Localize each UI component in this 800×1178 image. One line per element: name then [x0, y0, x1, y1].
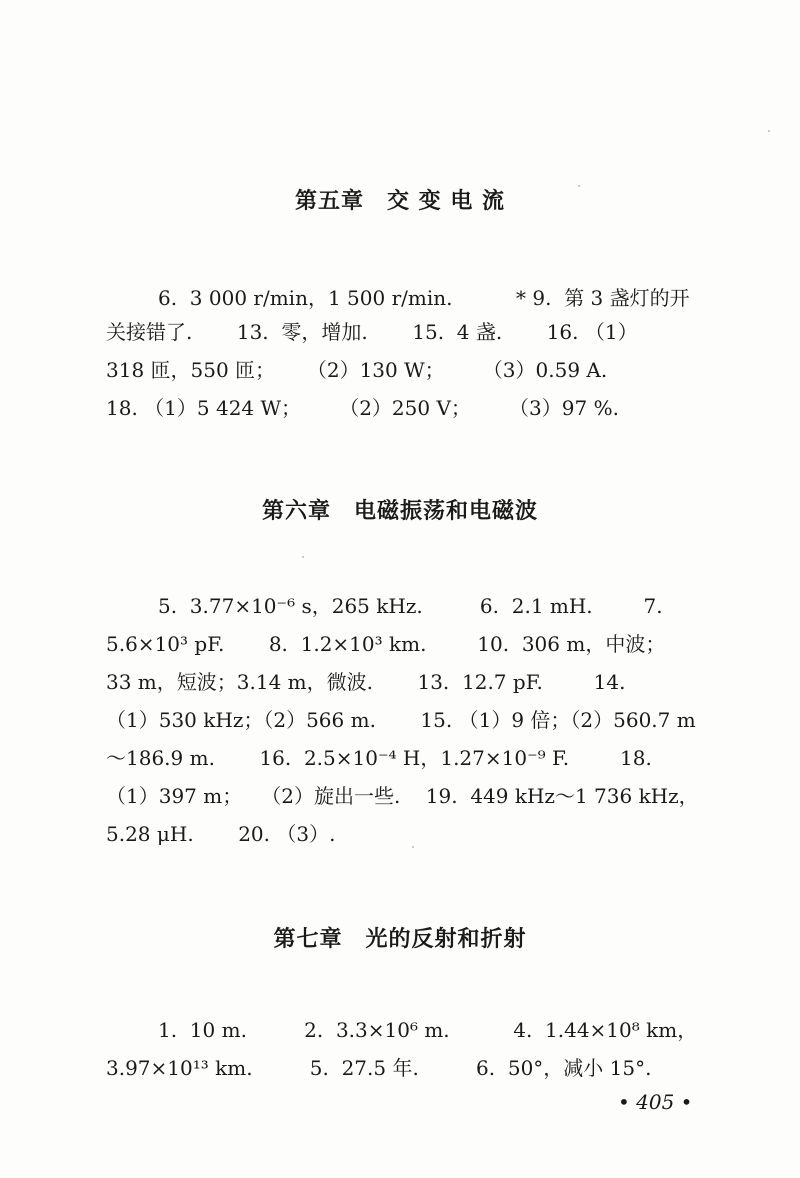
- chapter-6-line-2: 5.6×10³ pF. 8. 1.2×10³ km. 10. 306 m，中波；: [106, 632, 666, 656]
- chapter-6-line-4: （1）530 kHz；（2）566 m. 15. （1）9 倍；（2）560.7 m: [106, 708, 696, 732]
- scan-speck: [302, 556, 304, 558]
- chapter-7-title: 第七章 光的反射和折射: [273, 927, 527, 952]
- chapter-6-line-3: 33 m，短波；3.14 m，微波. 13. 12.7 pF. 14.: [106, 670, 626, 694]
- chapter-7-line-2: 3.97×10¹³ km. 5. 27.5 年. 6. 50°，减小 15°.: [106, 1056, 652, 1080]
- chapter-5-line-4: 18. （1）5 424 W； （2）250 V； （3）97 %.: [106, 396, 619, 420]
- chapter-5-line-3: 318 匝，550 匝； （2）130 W； （3）0.59 A.: [106, 358, 608, 382]
- chapter-6-line-1: 5. 3.77×10⁻⁶ s，265 kHz. 6. 2.1 mH. 7.: [158, 594, 663, 618]
- chapter-6-line-7: 5.28 μH. 20. （3）.: [106, 822, 336, 846]
- scan-speck: [578, 185, 580, 187]
- chapter-5-title: 第五章 交 变 电 流: [295, 189, 505, 214]
- chapter-6-line-5: ～186.9 m. 16. 2.5×10⁻⁴ H，1.27×10⁻⁹ F. 18.: [106, 746, 652, 770]
- chapter-7-line-1: 1. 10 m. 2. 3.3×10⁶ m. 4. 1.44×10⁸ km，: [158, 1018, 698, 1042]
- chapter-6-title: 第六章 电磁振荡和电磁波: [261, 499, 538, 524]
- scan-speck: [768, 130, 770, 132]
- scan-speck: [412, 846, 414, 848]
- chapter-5-line-1: 6. 3 000 r/min，1 500 r/min. * 9. 第 3 盏灯的开: [158, 286, 690, 310]
- page-number: • 405 •: [618, 1090, 693, 1114]
- chapter-6-line-6: （1）397 m； （2）旋出一些. 19. 449 kHz～1 736 kHz，: [106, 784, 699, 808]
- chapter-5-line-2: 关接错了. 13. 零，增加. 15. 4 盏. 16. （1）: [106, 320, 638, 344]
